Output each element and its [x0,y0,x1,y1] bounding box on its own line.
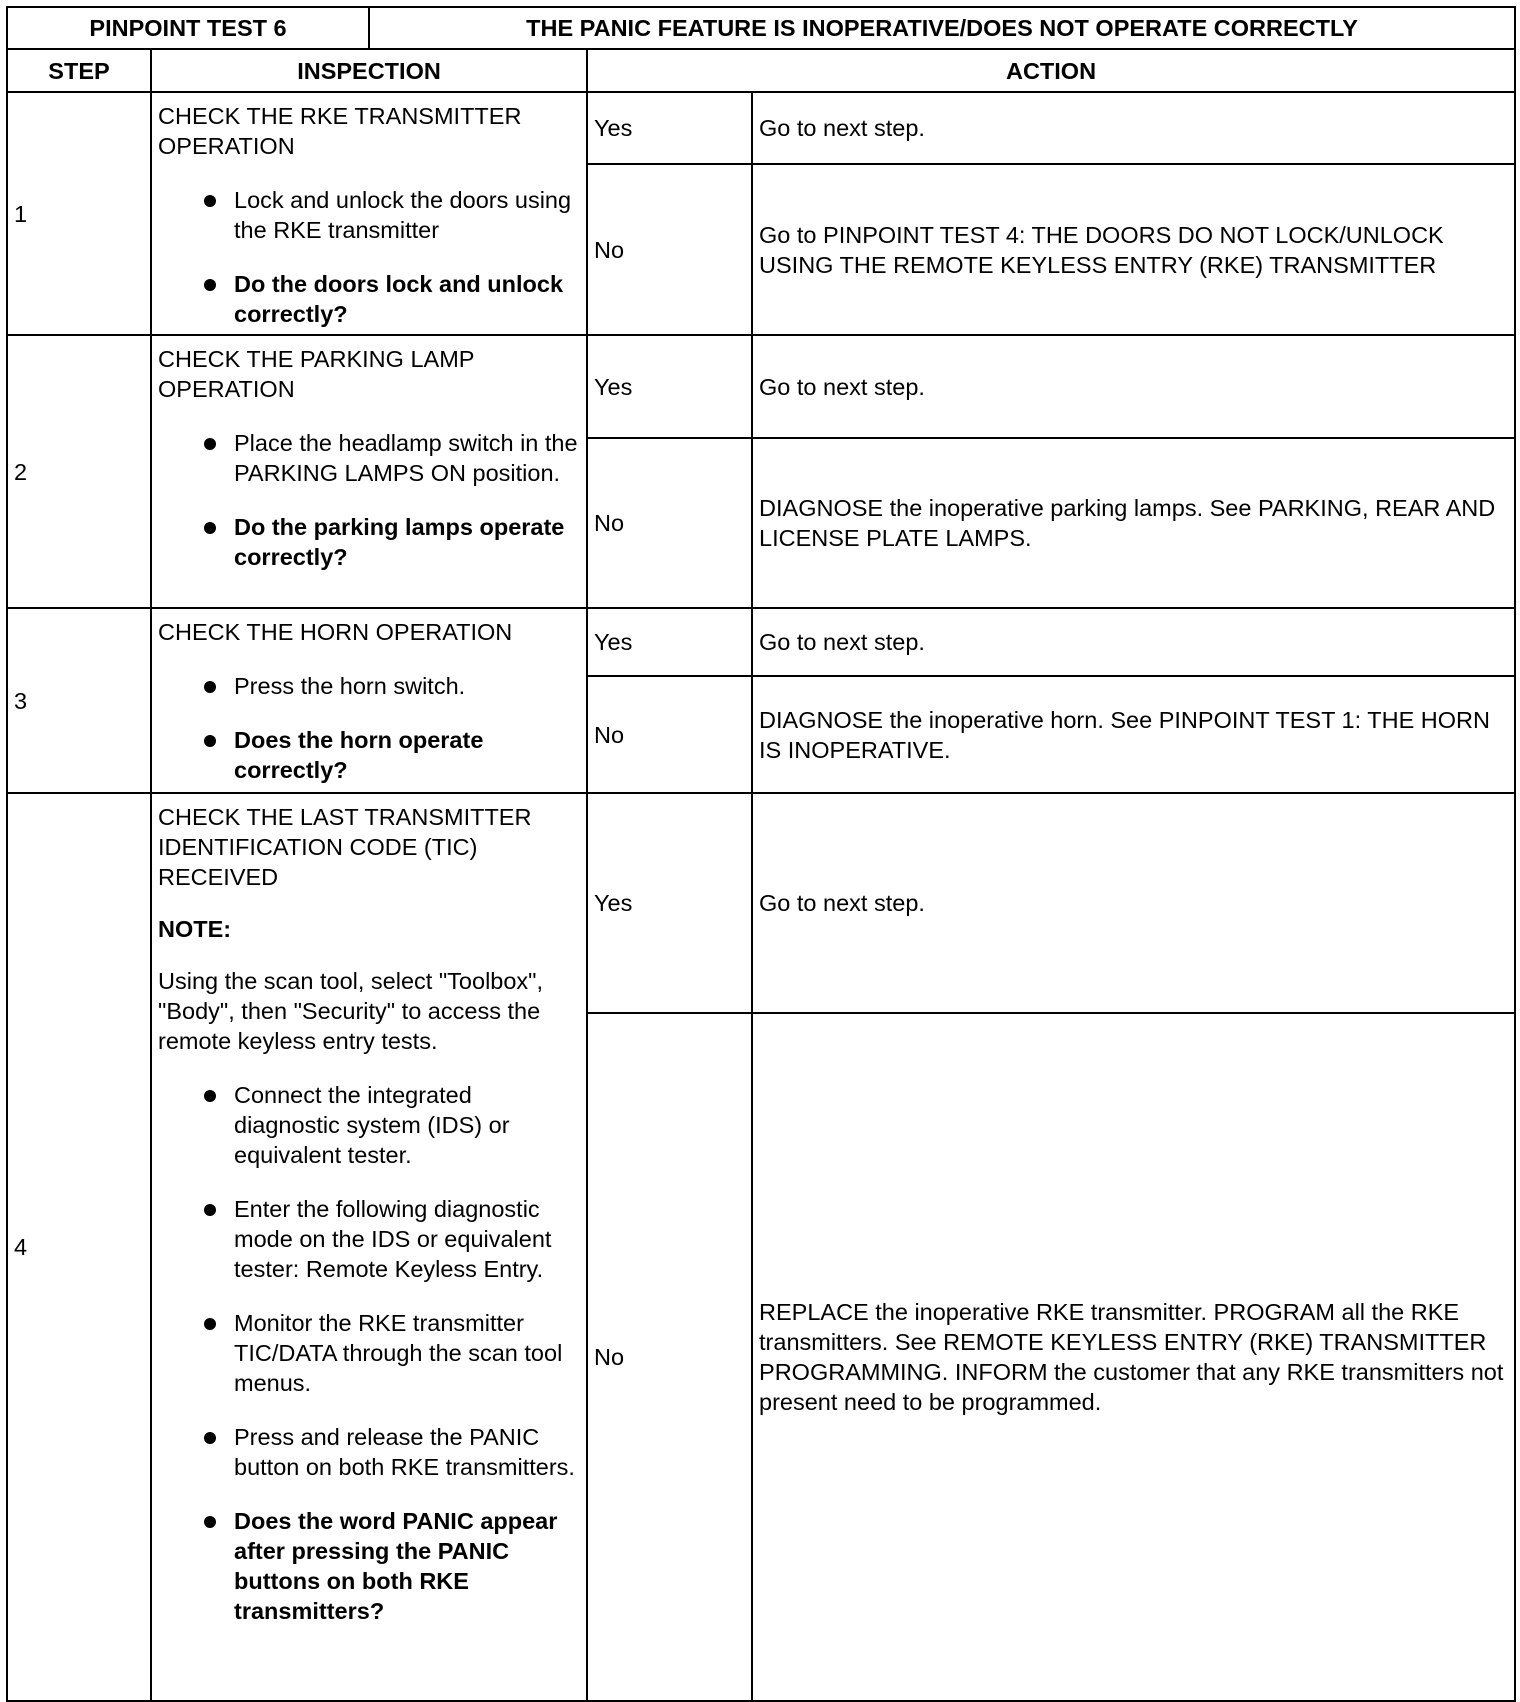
bullet-icon [204,438,216,450]
bullet-icon [204,681,216,693]
step-number: 2 [7,335,151,608]
bullet-item: Enter the following diagnostic mode on the IDS or equivalent tester: Remote Keyless Entry. [158,1194,580,1284]
bullet-item: Monitor the RKE transmitter TIC/DATA through the scan tool menus. [158,1308,580,1398]
step-4-yes-row [7,793,1515,1013]
step-2-inspection [151,335,587,608]
no-action: Go to PINPOINT TEST 4: THE DOORS DO NOT LOCK/UNLOCK USING THE REMOTE KEYLESS ENTRY (RKE) TRANSMITTER [752,164,1515,335]
step-number: 1 [7,92,151,335]
no-label: No [587,676,752,793]
question-item: Do the doors lock and unlock correctly? [158,269,580,329]
bullet-item: Lock and unlock the doors using the RKE transmitter [158,185,580,245]
yes-label: Yes [587,793,752,1013]
action-header: ACTION [587,49,1515,92]
step-number: 4 [7,793,151,1701]
bullet-item: Connect the integrated diagnostic system (IDS) or equivalent tester. [158,1080,580,1170]
bullet-icon [204,1204,216,1216]
bullet-icon [204,1318,216,1330]
yes-label: Yes [587,608,752,676]
yes-action: Go to next step. [752,92,1515,164]
no-action: DIAGNOSE the inoperative horn. See PINPOINT TEST 1: THE HORN IS INOPERATIVE. [752,676,1515,793]
step-4-inspection [151,793,587,1701]
bullet-icon [204,522,216,534]
step-header: STEP [7,49,151,92]
yes-action: Go to next step. [752,335,1515,438]
no-label: No [587,438,752,608]
bullet-item: Place the headlamp switch in the PARKING LAMPS ON position. [158,428,580,488]
yes-action: Go to next step. [752,793,1515,1013]
no-label: No [587,164,752,335]
question-item: Does the word PANIC appear after pressing the PANIC buttons on both RKE transmitters? [158,1506,580,1626]
check-title: CHECK THE HORN OPERATION [158,619,513,645]
check-title: CHECK THE PARKING LAMP OPERATION [158,346,475,402]
test-description: THE PANIC FEATURE IS INOPERATIVE/DOES NOT OPERATE CORRECTLY [369,7,1515,49]
question-item: Does the horn operate correctly? [158,725,580,785]
yes-label: Yes [587,335,752,438]
bullet-icon [204,1432,216,1444]
no-action: REPLACE the inoperative RKE transmitter. PROGRAM all the RKE transmitters. See REMOTE KEYLESS ENTRY (RKE) TRANSMITTER PROGRAMMING. INFORM the customer that any RKE transmitters not present need to be programmed. [752,1013,1515,1701]
step-3-yes-row [7,608,1515,676]
test-number: PINPOINT TEST 6 [7,7,369,49]
step-3-inspection [151,608,587,793]
step-number: 3 [7,608,151,793]
pinpoint-test-table [6,6,1516,1702]
bullet-icon [204,195,216,207]
bullet-icon [204,1516,216,1528]
column-header-row [7,49,1515,92]
bullet-item: Press and release the PANIC button on both RKE transmitters. [158,1422,580,1482]
title-row [7,7,1515,49]
no-label: No [587,1013,752,1701]
step-1-inspection [151,92,587,335]
check-title: CHECK THE RKE TRANSMITTER OPERATION [158,103,522,159]
bullet-icon [204,279,216,291]
note-text: Using the scan tool, select "Toolbox", "Body", then "Security" to access the remote keyless entry tests. [158,968,544,1054]
yes-label: Yes [587,92,752,164]
bullet-item: Press the horn switch. [158,671,580,701]
bullet-icon [204,735,216,747]
step-2-yes-row [7,335,1515,438]
check-title: CHECK THE LAST TRANSMITTER IDENTIFICATION CODE (TIC) RECEIVED [158,804,532,890]
note-label: NOTE: [158,916,232,942]
yes-action: Go to next step. [752,608,1515,676]
question-item: Do the parking lamps operate correctly? [158,512,580,572]
bullet-icon [204,1090,216,1102]
inspection-header: INSPECTION [151,49,587,92]
pinpoint-test-sheet [6,6,1514,1696]
no-action: DIAGNOSE the inoperative parking lamps. See PARKING, REAR AND LICENSE PLATE LAMPS. [752,438,1515,608]
step-1-yes-row [7,92,1515,164]
